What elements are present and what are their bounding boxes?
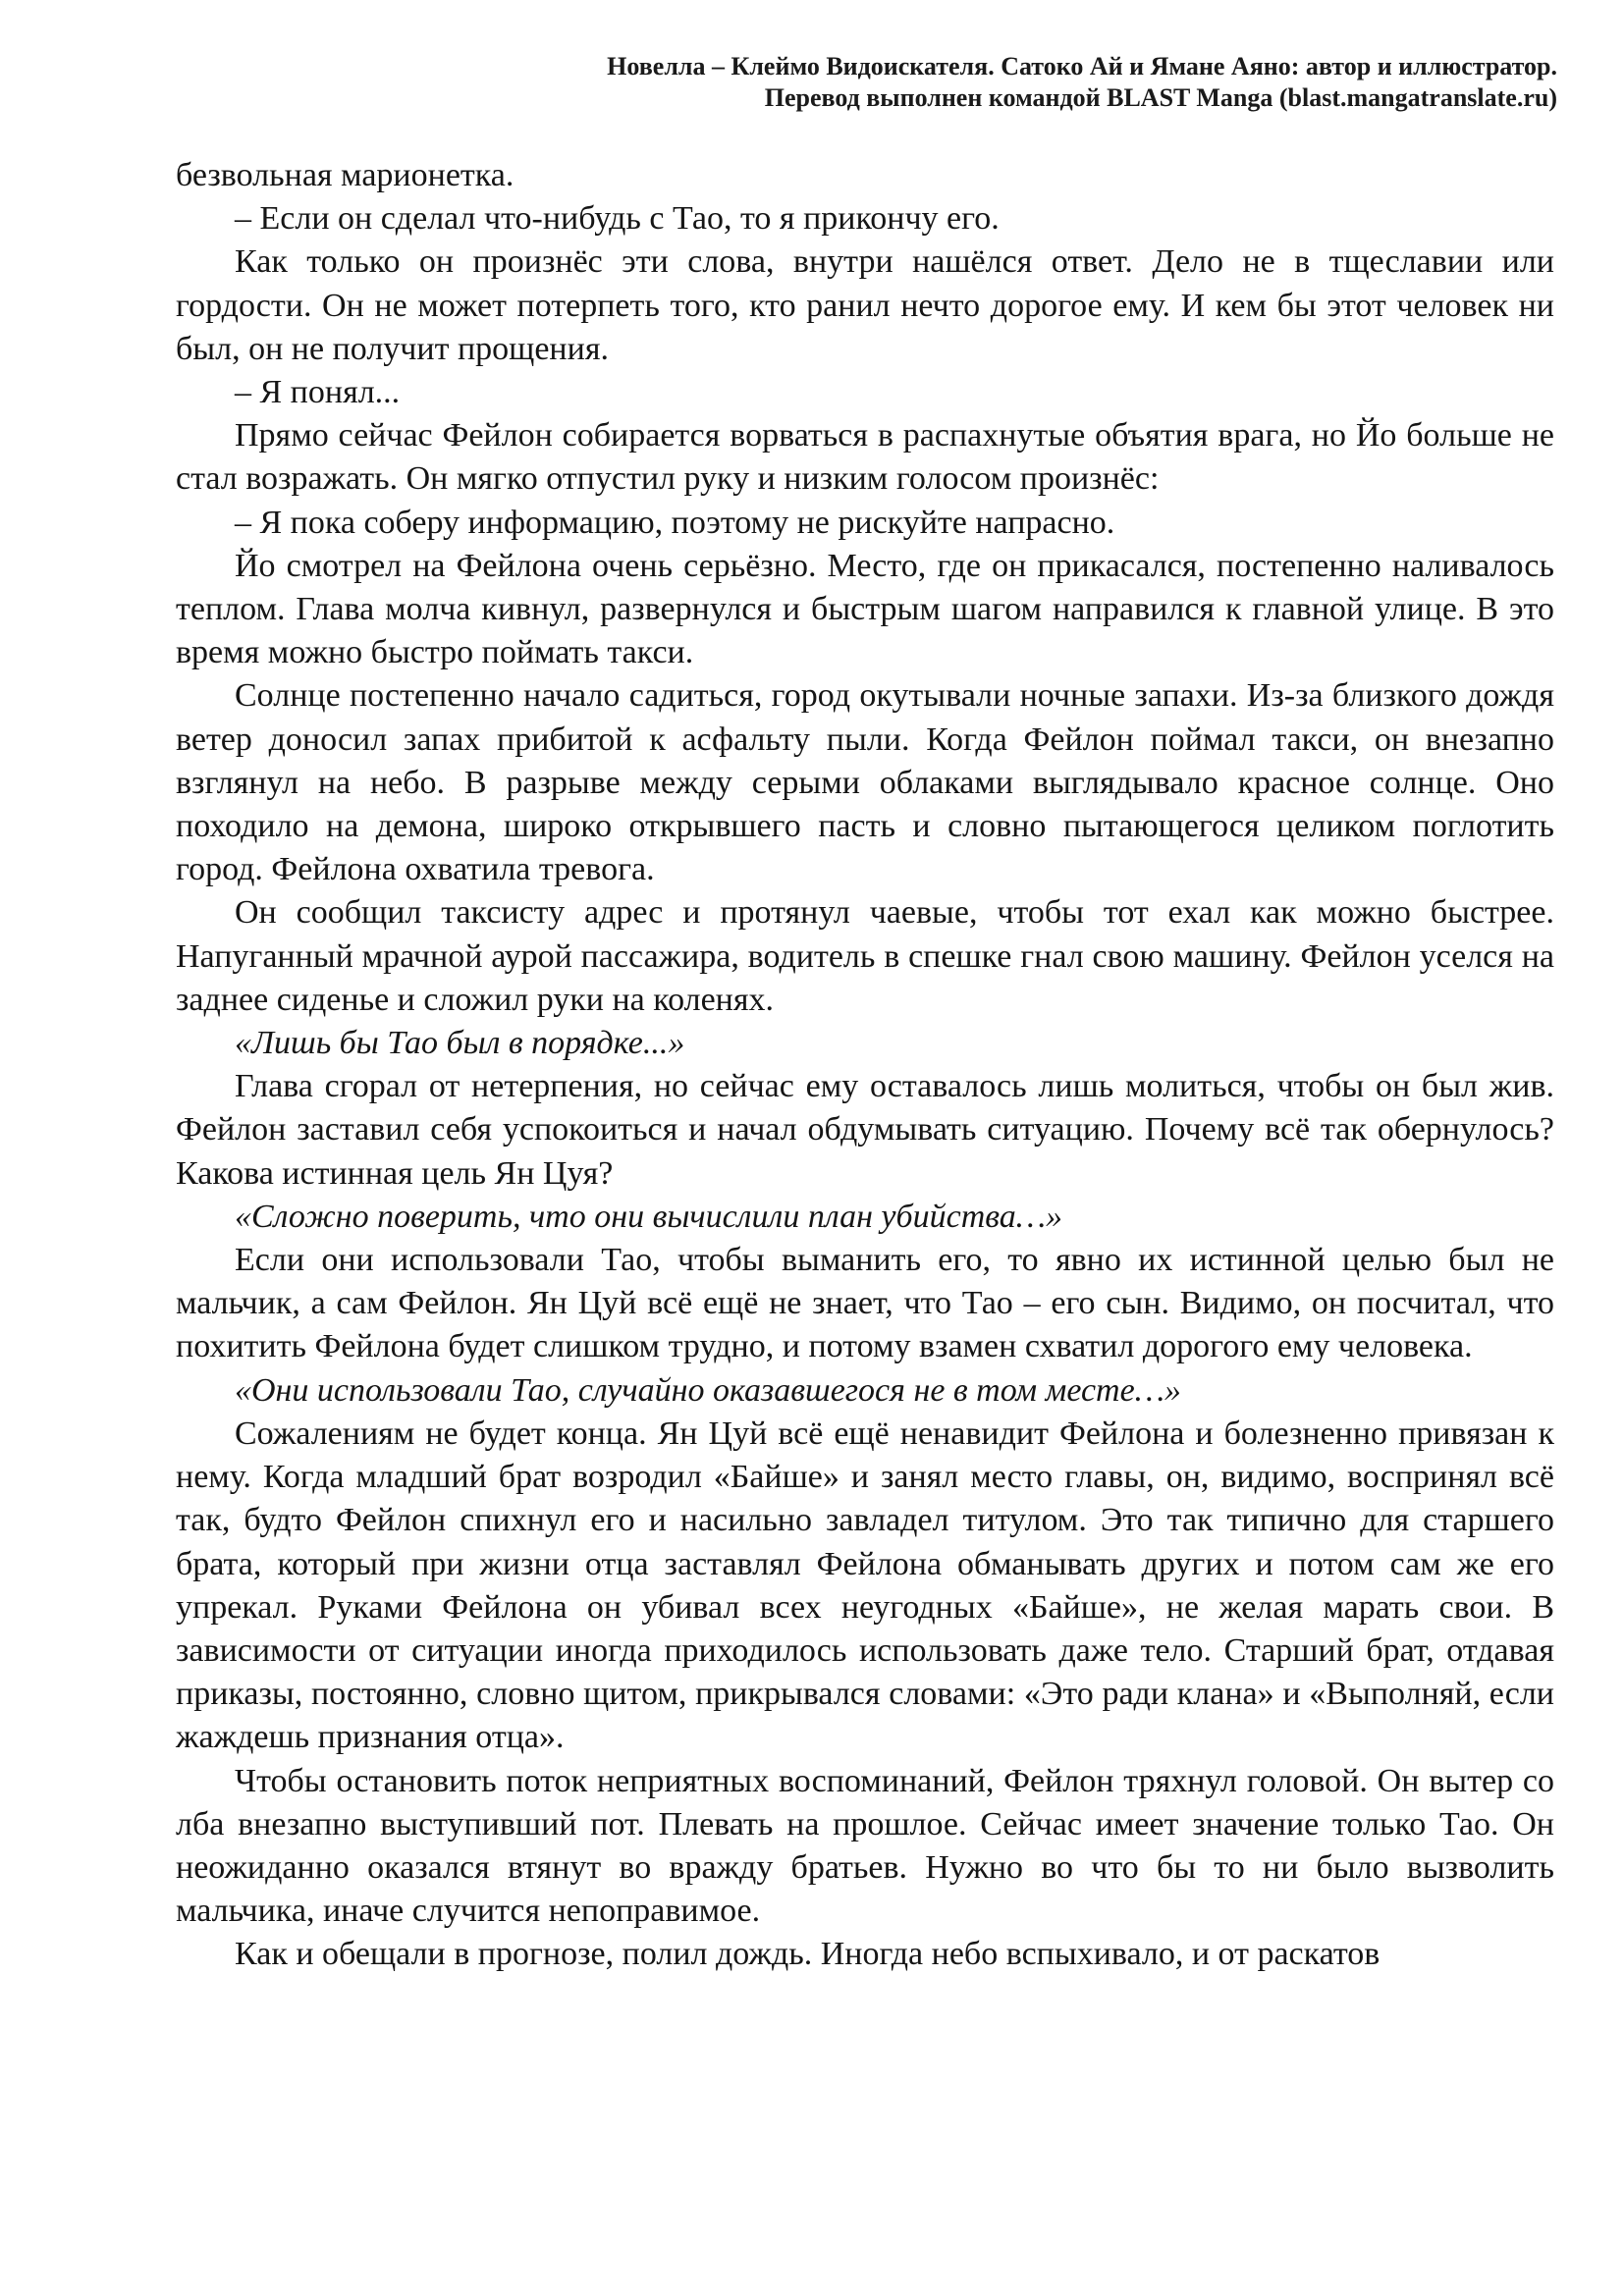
paragraph: Солнце постепенно начало садиться, город окутывали ночные запахи. Из-за близкого дождя ветер доносил запах прибитой к асфальту пыли. Когда Фейлон поймал такси, он внезапно взглянул на небо. В разрыве между серыми облаками выглядывало красное солнце. Оно походило на демона, широко открывшего пасть и словно пытающегося целиком поглотить город. Фейлона охватила тревога. (176, 677, 1554, 888)
body-text (176, 154, 1554, 1977)
paragraph: Как и обещали в прогнозе, полил дождь. Иногда небо вспыхивало, и от раскатов (235, 1936, 1380, 1973)
page-header (379, 51, 1557, 114)
paragraph-thought: «Лишь бы Тао был в порядке...» (235, 1025, 685, 1062)
paragraph: Сожалениям не будет конца. Ян Цуй всё ещё ненавидит Фейлона и болезненно привязан к нему. Когда младший брат возродил «Байше» и занял место главы, он, видимо, воспринял всё так, будто Фейлон спихнул его и насильно завладел титулом. Это так типично для старшего брата, который при жизни отца заставлял Фейлона обманывать других и потом сам же его упрекал. Руками Фейлона он убивал всех неугодных «Байше», не желая марать свои. В зависимости от ситуации иногда приходилось использовать даже тело. Старший брат, отдавая приказы, постоянно, словно щитом, прикрывался словами: «Это ради клана» и «Выполняй, если жаждешь признания отца». (176, 1415, 1554, 1756)
paragraph: Прямо сейчас Фейлон собирается ворваться в распахнутые объятия врага, но Йо больше не стал возражать. Он мягко отпустил руку и низким голосом произнёс: (176, 417, 1554, 498)
paragraph: Чтобы остановить поток неприятных воспоминаний, Фейлон тряхнул головой. Он вытер со лба внезапно выступивший пот. Плевать на прошлое. Сейчас имеет значение только Тао. Он неожиданно оказался втянут во вражду братьев. Нужно во что бы то ни было вызволить мальчика, иначе случится непоправимое. (176, 1762, 1554, 1930)
paragraph-thought: «Сложно поверить, что они вычислили план убийства…» (235, 1198, 1063, 1235)
paragraph: – Я пока соберу информацию, поэтому не рискуйте напрасно. (235, 504, 1115, 541)
paragraph: Если они использовали Тао, чтобы выманить его, то явно их истинной целью был не мальчик, а сам Фейлон. Ян Цуй всё ещё не знает, что Тао – его сын. Видимо, он посчитал, что похитить Фейлона будет слишком трудно, и потому взамен схватил дорогого ему человека. (176, 1242, 1554, 1365)
paragraph-thought: «Они использовали Тао, случайно оказавшегося не в том месте…» (235, 1371, 1181, 1409)
paragraph: Глава сгорал от нетерпения, но сейчас ему оставалось лишь молиться, чтобы он был жив. Фейлон заставил себя успокоиться и начал обдумывать ситуацию. Почему всё так обернулось? Какова истинная цель Ян Цуя? (176, 1068, 1554, 1192)
paragraph: Он сообщил таксисту адрес и протянул чаевые, чтобы тот ехал как можно быстрее. Напуганный мрачной аурой пассажира, водитель в спешке гнал свою машину. Фейлон уселся на заднее сиденье и сложил руки на коленях. (176, 894, 1554, 1018)
paragraph: Как только он произнёс эти слова, внутри нашёлся ответ. Дело не в тщеславии или гордости. Он не может потерпеть того, кто ранил нечто дорогое ему. И кем бы этот человек ни был, он не получит прощения. (176, 243, 1554, 367)
paragraph: – Если он сделал что-нибудь с Тао, то я прикончу его. (235, 200, 1000, 238)
header-credits-line: Перевод выполнен командой BLAST Manga (blast.mangatranslate.ru) (764, 83, 1557, 112)
paragraph: Йо смотрел на Фейлона очень серьёзно. Место, где он прикасался, постепенно наливалось теплом. Глава молча кивнул, развернулся и быстрым шагом направился к главной улице. В это время можно быстро поймать такси. (176, 547, 1554, 671)
header-title-line: Новелла – Клеймо Видоискателя. Сатоко Ай и Ямане Аяно: автор и иллюстратор. (607, 52, 1557, 80)
paragraph: безвольная марионетка. (176, 157, 514, 193)
paragraph: – Я понял... (235, 374, 401, 411)
